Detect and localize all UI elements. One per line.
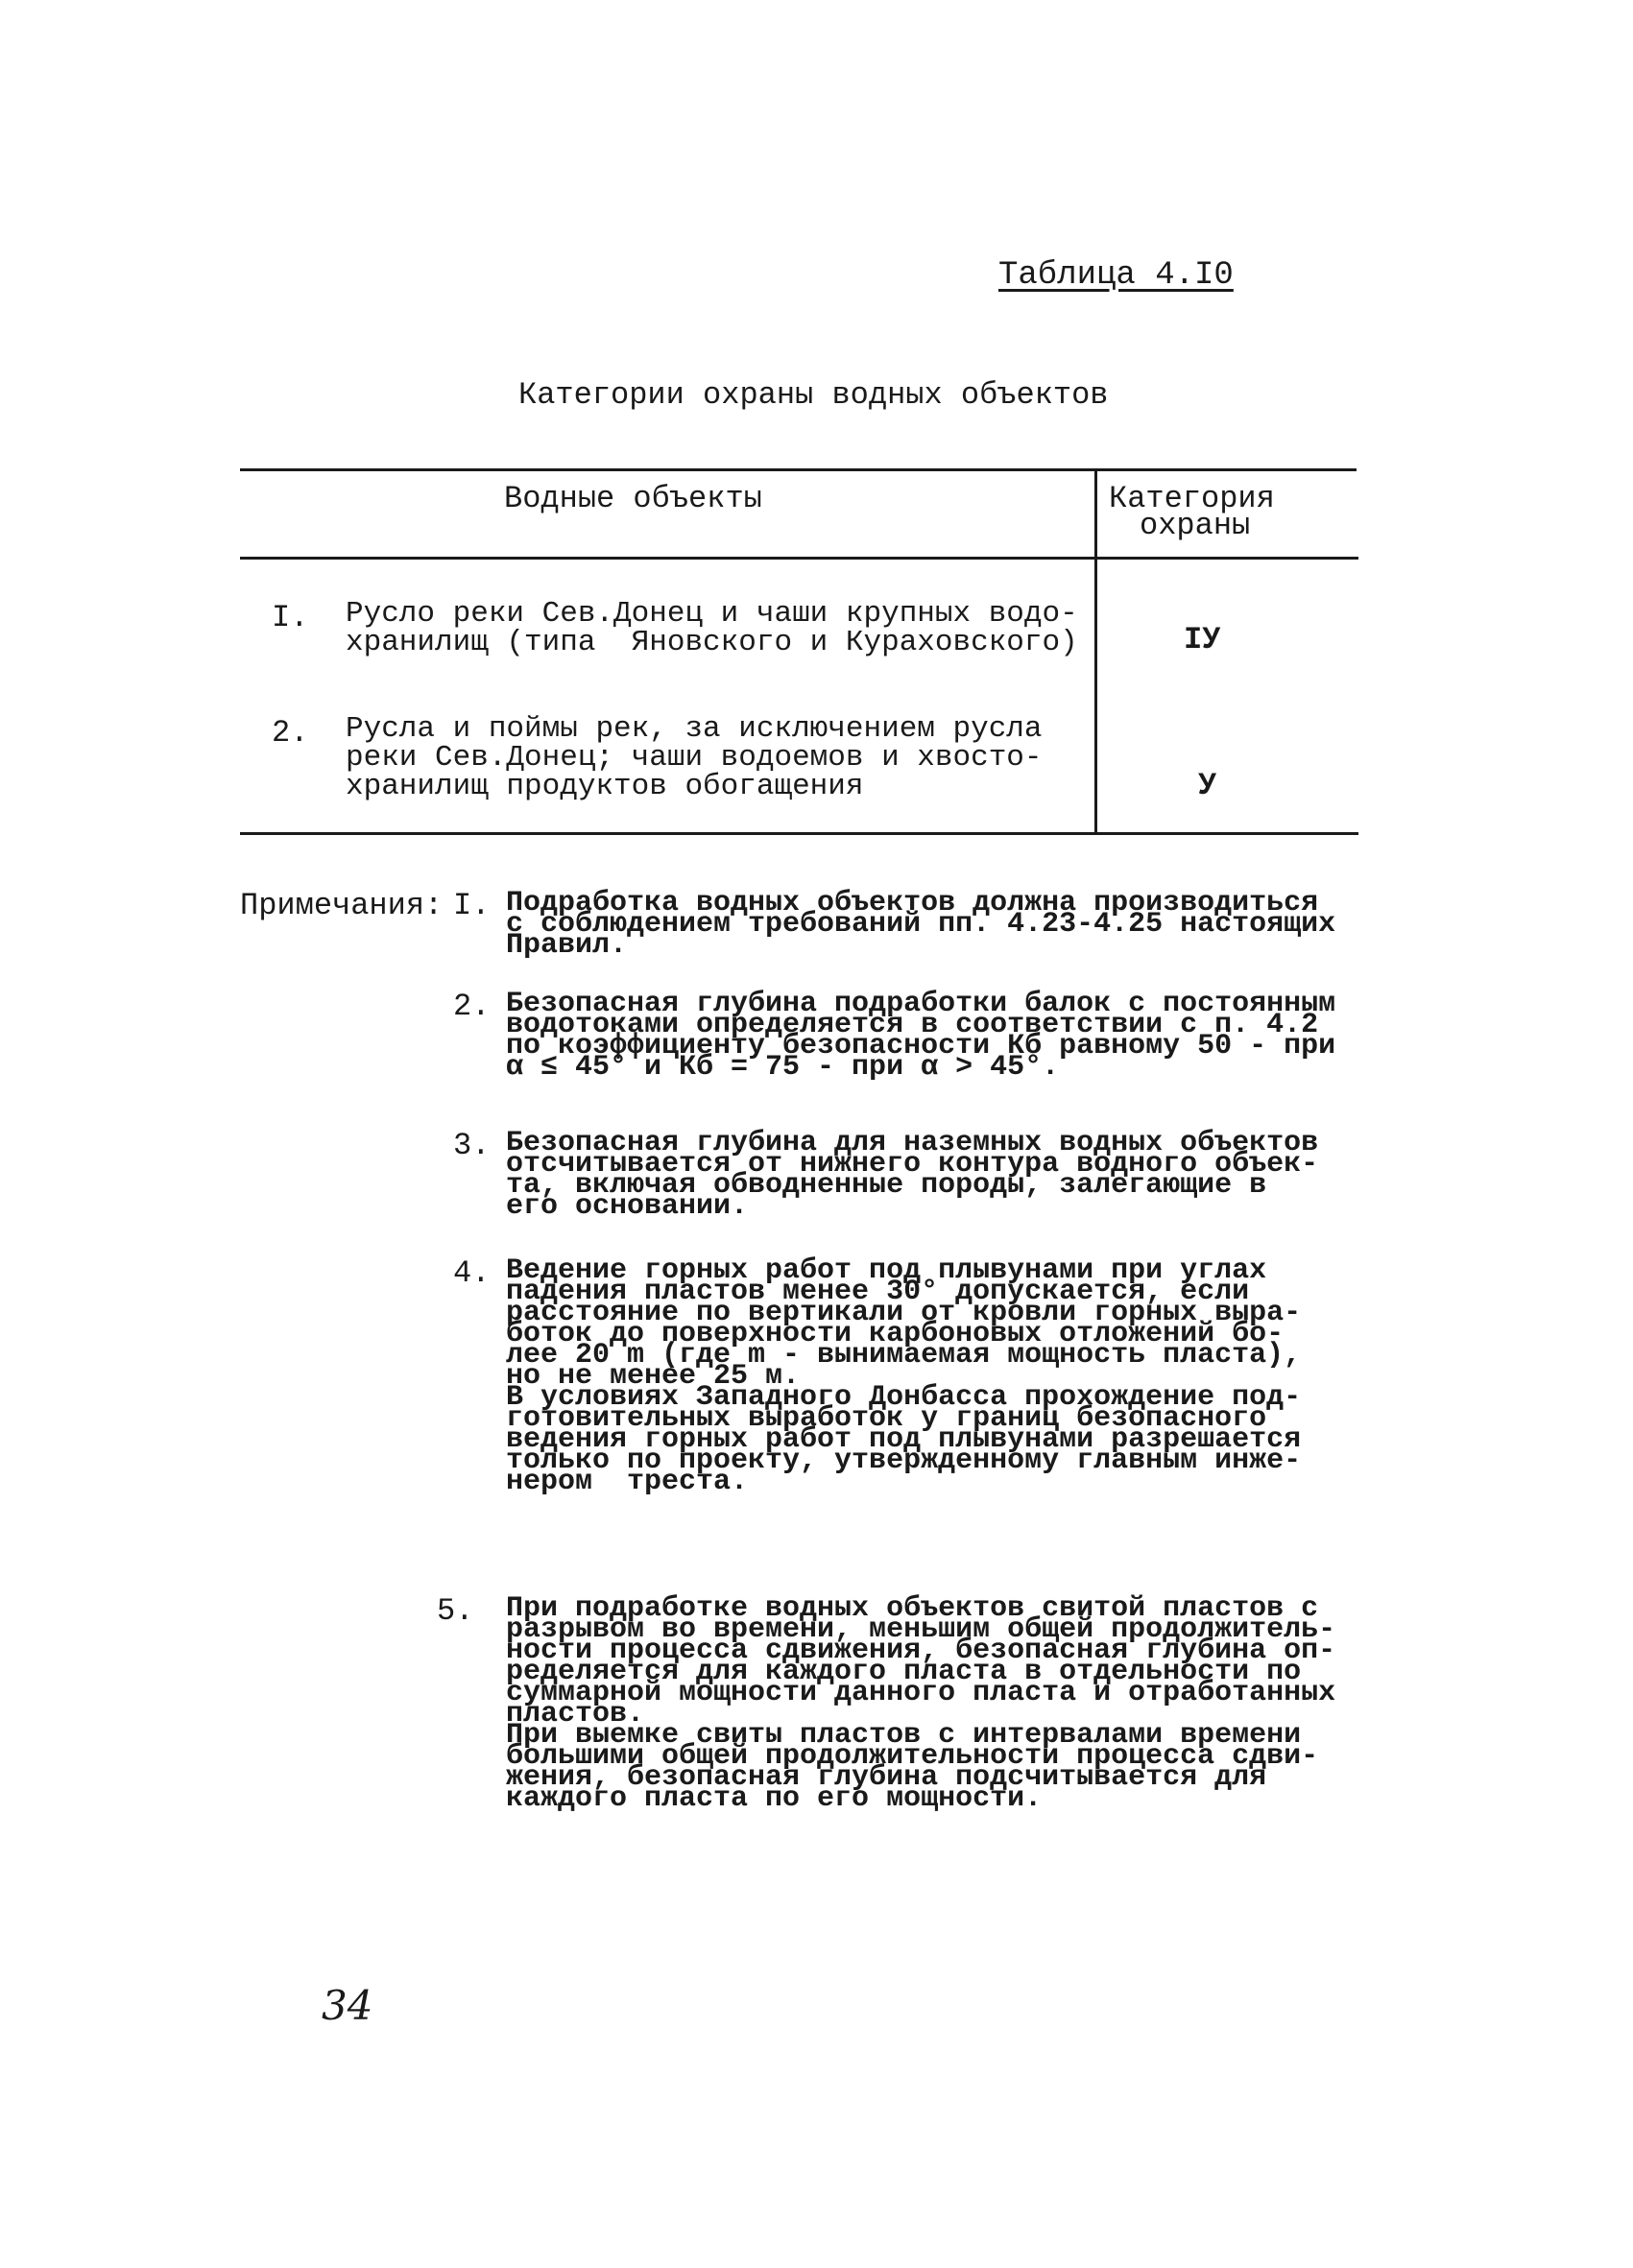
note-2-number: 2. [453, 989, 491, 1024]
header-category-line2: охраны [1140, 508, 1251, 543]
header-category-line1: Категория [1109, 481, 1275, 516]
note-1-number: I. [453, 888, 491, 923]
row-1-category: IУ [1184, 622, 1221, 657]
table-bottom-rule [240, 832, 1358, 835]
row-2-text: Русла и поймы рек, за исключением русла реки Сев.Донец; чаши водоемов и хвосто- хранилищ продуктов обогащения [346, 712, 1043, 803]
note-5-text: При подработке водных объектов свитой пластов с разрывом во времени, меньшим общей продолжитель- ности процесса сдвижения, безопасная глубина оп- ределяется для каждого пласта в отдельности по суммарной мощности данного пласта и отработанных пластов. При выемке свиты пластов с интервалами времени большими общей продолжительности процесса сдви- жения, безопасная глубина подсчитывается для каждого пласта по его мощности. [506, 1592, 1336, 1815]
row-1-number: I. [272, 600, 309, 635]
page-number: 34 [322, 1982, 373, 2029]
note-3-text: Безопасная глубина для наземных водных объектов отсчитывается от нижнего контура водного объек- та, включая обводненные породы, залегающие в его основании. [506, 1127, 1319, 1223]
row-2-number: 2. [272, 715, 309, 751]
notes-label: Примечания: [240, 888, 444, 923]
table-title: Категории охраны водных объектов [518, 377, 1109, 413]
note-3-number: 3. [453, 1128, 491, 1163]
row-2-category: У [1198, 768, 1217, 803]
table-header-rule [240, 557, 1358, 560]
table-top-rule [240, 468, 1357, 471]
note-1-text: Подработка водных объектов должна производиться с соблюдением требований пп. 4.23-4.25 настоящих Правил. [506, 887, 1336, 962]
table-column-divider [1094, 468, 1097, 835]
note-5-number: 5. [437, 1593, 474, 1629]
table-label: Таблица 4.I0 [998, 257, 1234, 294]
header-water-objects: Водные объекты [504, 481, 762, 516]
note-4-number: 4. [453, 1255, 491, 1291]
note-4-text: Ведение горных работ под плывунами при углах падения пластов менее 30° допускается, если расстояние по вертикали от кровли горных выра- боток до поверхности карбоновых отложений бо- лее 20 m (где m - вынимаемая мощность пласта), но не менее 25 м. В условиях Западного Донбасса прохождение под- готовительных выработок у границ безопасного ведения горных работ под плывунами разрешается только по проекту, утвержденному главным инже- нером треста. [506, 1254, 1302, 1498]
note-2-text: Безопасная глубина подработки балок с постоянным водотоками определяется в соответствии с п. 4.2 по коэффициенту безопасности Кб равному 50 - при α ≤ 45° и Кб = 75 - при α > 45°. [506, 988, 1336, 1084]
row-1-text: Русло реки Сев.Донец и чаши крупных водо- хранилищ (типа Яновского и Кураховского) [346, 597, 1078, 659]
